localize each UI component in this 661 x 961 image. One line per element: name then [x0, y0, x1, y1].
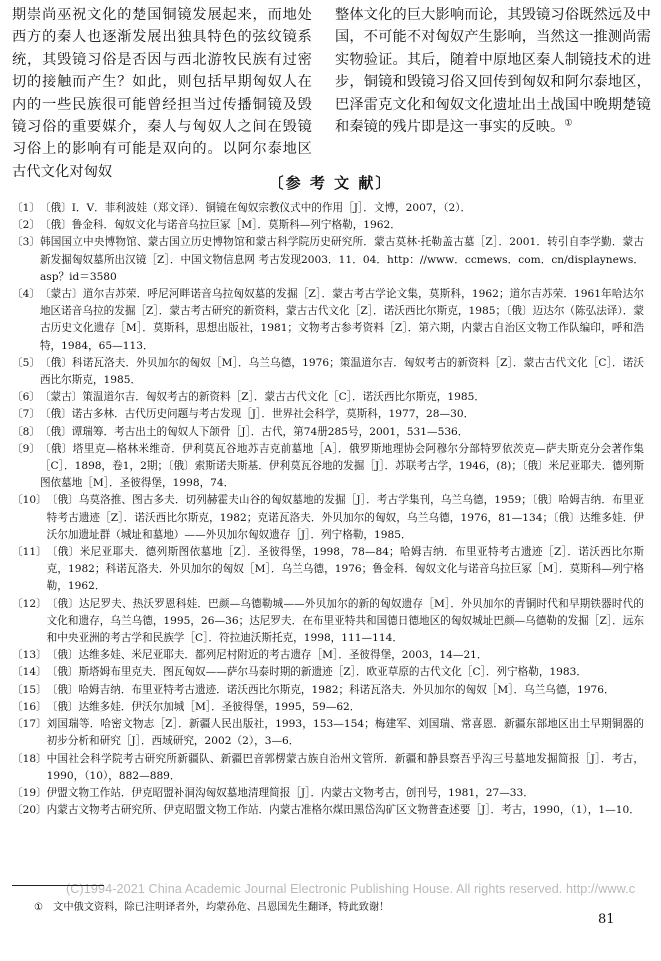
- reference-number: 〔12〕: [12, 597, 47, 610]
- references-heading: 〔参 考 文 献〕: [268, 174, 393, 192]
- reference-item: [12, 355, 644, 389]
- reference-number: 〔15〕: [12, 683, 47, 696]
- reference-number: 〔16〕: [12, 700, 47, 713]
- body-paragraph-right-text: 整体文化的巨大影响而论，其毁镜习俗既然远及中国，不可能不对匈奴产生影响，当然这一推测尚需实物验证。其后，随着中原地区秦人制镜技术的进步，铜镜和毁镜习俗又回传到匈奴和阿尔泰地区，巴泽雷克文化和匈奴文化遗址出土战国中晚期楚镜和秦镜的残片即是这一事实的反映。: [335, 7, 651, 136]
- reference-item: [12, 699, 644, 716]
- reference-text: 〔蒙古〕策温道尔吉．匈奴考古的新资料［Z］．蒙古古代文化［C］．诺沃西比尔斯克，1985．: [39, 391, 485, 404]
- reference-text: 刘国瑞等．哈密文物志［Z］．新疆人民出版社，1993，153—154；梅建军、刘国瑞、常喜恩．新疆东部地区出土早期铜器的初步分析和研究［J］．西域研究，2002（2），3—6．: [46, 718, 644, 748]
- reference-number: 〔19〕: [12, 786, 47, 799]
- footnote-text: 文中俄文资料，除已注明译者外，均蒙孙危、吕恩国先生翻译，特此致谢！: [53, 902, 390, 913]
- reference-number: 〔11〕: [12, 546, 47, 559]
- reference-number: 〔20〕: [12, 804, 47, 817]
- reference-item: [12, 544, 644, 596]
- reference-text: 伊盟文物工作站．伊克昭盟补洞沟匈奴墓地清理简报［J］．内蒙古文物考古，创刊号，1981，27—33．: [46, 786, 534, 799]
- body-paragraph-left: 期崇尚巫祝文化的楚国铜镜发展起来，而地处西方的秦人也逐渐发展出独具特色的弦纹镜系统，其毁镜习俗是否因与西北游牧民族有过密切的接触而产生？如此，则包括早期匈奴人在内的一些民族很可能曾经担当过传播铜镜及毁镜习俗的重要媒介，秦人与匈奴人之间在毁镜习俗上的影响有可能是双向的。以阿尔泰地区古代文化对匈奴: [12, 7, 312, 180]
- reference-text: 〔俄〕达维多娃、米尼亚耶夫．都列尼村附近的考古遗存［M］．圣彼得堡，2003，14—21．: [46, 649, 488, 662]
- reference-number: 〔18〕: [12, 752, 47, 765]
- reference-item: [12, 785, 644, 802]
- reference-item: [12, 492, 644, 544]
- page-number: 81: [598, 912, 615, 927]
- reference-item: [12, 389, 644, 406]
- reference-item: [12, 424, 644, 441]
- reference-number: 〔17〕: [12, 718, 47, 731]
- body-column-left: [12, 4, 312, 183]
- reference-item: [12, 406, 644, 423]
- reference-number: 〔2〕: [12, 219, 40, 232]
- copyright-watermark: (C)1994-2021 China Academic Journal Electronic Publishing House. All rights reserved. http://www.c: [66, 882, 636, 896]
- reference-item: [12, 716, 644, 750]
- body-paragraph-right: [335, 4, 651, 138]
- reference-text: 〔俄〕乌莫洛推、图古多夫．切列赫霍夫山谷的匈奴墓地的发掘［J］．考古学集刊，乌兰乌德，1959；〔俄〕哈姆吉纳．布里亚特考古遗迹［Z］．诺沃西比尔斯克，1982；克诺瓦洛夫．外贝加尔的匈奴，乌兰乌德，1976，81—134；〔俄〕达维多娃．伊沃尔加遗址群（城址和墓地）——外贝加尔匈奴遗存［J］．列宁格勒，1985．: [46, 494, 644, 541]
- reference-text: 〔俄〕塔里克—格林米维奇．伊利莫瓦谷地苏吉克前墓地［A］．俄罗斯地理协会阿穆尔分部特罗依茨克—萨夫斯克分会著作集［C］．1898，卷1，2期；〔俄〕索斯诺夫斯基．伊利莫瓦谷地的发掘［J］．苏联考古学，1946，(8)；〔俄〕米尼亚耶夫．德列斯图依墓地［M］．圣彼得堡，1998，74．: [39, 442, 644, 490]
- reference-number: 〔14〕: [12, 666, 47, 679]
- reference-item: [12, 802, 644, 819]
- reference-number: 〔6〕: [12, 391, 40, 404]
- footnote-reference-mark[interactable]: ①: [564, 118, 573, 129]
- reference-text: 〔俄〕I．V．菲利波娃（郑文译）．铜镜在匈奴宗教仪式中的作用［J］．文博，2007，（2）．: [39, 202, 472, 214]
- reference-number: 〔13〕: [12, 649, 47, 662]
- reference-text: 〔俄〕谭瑞筹．考古出土的匈奴人下颌骨［J］．古代，第74册285号，2001，531—536．: [39, 425, 469, 438]
- reference-number: 〔8〕: [12, 425, 40, 438]
- reference-number: 〔1〕: [12, 202, 40, 214]
- reference-text: 〔俄〕诺古多林．古代历史问题与考古发现［J］．世界社会科学，莫斯科，1977，28—30．: [39, 408, 475, 421]
- reference-text: 〔俄〕斯塔姆布里克夫．图瓦匈奴——萨尔马泰时期的新遗迹［Z］．欧亚草原的古代文化［C］．列宁格勒，1983．: [46, 666, 587, 679]
- reference-item: [12, 751, 644, 785]
- reference-text: 〔俄〕达维多娃．伊沃尔加城［M］．圣彼得堡，1995，59—62．: [46, 700, 361, 713]
- footnote: [34, 898, 389, 913]
- reference-item: [12, 664, 644, 681]
- reference-item: [12, 647, 644, 664]
- reference-item: [12, 682, 644, 699]
- reference-text: 〔俄〕达尼罗夫、热沃罗恩科娃．巴颜—乌德勒城——外贝加尔的新的匈奴遗存［M］．外贝加尔的青铜时代和早期铁器时代的文化和遗存，乌兰乌德，1995，26—36；达尼罗夫．在布里亚特共和国德日德地区的匈奴城址巴颜—乌德勒的发掘［Z］．远东和中央亚洲的考古学和民族学［C］．符拉迪沃斯托克，1998，111—114．: [46, 597, 644, 645]
- reference-item: [12, 441, 644, 493]
- reference-text: 韩国国立中央博物馆、蒙古国立历史博物馆和蒙古科学院历史研究所．蒙古莫林·托勒盖古墓［Z］．2001．转引自李学勤．蒙古新发掘匈奴墓所出汉镜［Z］．中国文物信息网 考古发现2003．11．04．http：//www．ccmews．com．cn/displaynews．asp？id＝3580: [39, 236, 644, 283]
- reference-number: 〔3〕: [12, 236, 40, 249]
- reference-item: [12, 596, 644, 648]
- reference-number: 〔9〕: [12, 442, 40, 455]
- reference-text: 〔俄〕哈姆吉纳．布里亚特考古遗迹．诺沃西比尔斯克，1982；科诺瓦洛夫．外贝加尔的匈奴［M］．乌兰乌德，1976．: [46, 683, 615, 696]
- footnote-mark: ①: [34, 902, 44, 913]
- reference-item: [12, 217, 644, 234]
- reference-number: 〔10〕: [12, 494, 47, 507]
- reference-text: 〔蒙古〕道尔吉苏荣．呼尼河畔诺音乌拉匈奴墓的发掘［Z］．蒙古考古学论文集，莫斯科，1962；道尔吉苏荣．1961年哈达尔地区诺音乌拉的发掘［Z］．蒙古考古研究的新资料，蒙古古代文化［Z］．诺沃西比尔斯克，1985；〔俄〕迈达尔（陈弘法译）．蒙古历史文化遗存［M］．莫斯科，思想出版社，1981；文物考古参考资料［Z］．第六期，内蒙古自治区文物工作队编印，呼和浩特，1984，65—113．: [39, 288, 644, 352]
- reference-text: 内蒙古文物考古研究所、伊克昭盟文物工作站．内蒙古准格尔煤田黑岱沟矿区文物普查述要［J］．考古，1990，（1），1—10．: [46, 804, 640, 817]
- reference-number: 〔7〕: [12, 408, 40, 421]
- reference-item: [12, 200, 644, 217]
- reference-text: 〔俄〕鲁金科．匈奴文化与诺音乌拉巨冢［M］．莫斯科—列宁格勒，1962．: [39, 219, 401, 232]
- reference-text: 中国社会科学院考古研究所新疆队、新疆巴音郭楞蒙古族自治州文管所．新疆和静县察吾乎沟三号墓地发掘简报［J］．考古，1990，（10），882—889．: [46, 752, 644, 782]
- references-list: [12, 200, 644, 819]
- footnote-divider: [12, 885, 104, 886]
- body-column-right: [335, 4, 651, 138]
- reference-item: [12, 286, 644, 355]
- reference-item: [12, 234, 644, 286]
- reference-number: 〔4〕: [12, 288, 40, 301]
- reference-text: 〔俄〕科诺瓦洛夫．外贝加尔的匈奴［M］．乌兰乌德，1976；策温道尔吉．匈奴考古的新资料［Z］．蒙古古代文化［C］．诺沃西比尔斯克，1985．: [39, 356, 644, 387]
- reference-number: 〔5〕: [12, 356, 40, 369]
- reference-text: 〔俄〕米尼亚耶夫．德列斯图依墓地［Z］．圣彼得堡，1998，78—84；哈姆吉纳．布里亚特考古遗迹［Z］．诺沃西比尔斯克，1982；科诺瓦洛夫．外贝加尔的匈奴［M］．乌兰乌德，1976；鲁金科．匈奴文化与诺音乌拉巨冢［M］．莫斯科—列宁格勒，1962．: [46, 546, 644, 593]
